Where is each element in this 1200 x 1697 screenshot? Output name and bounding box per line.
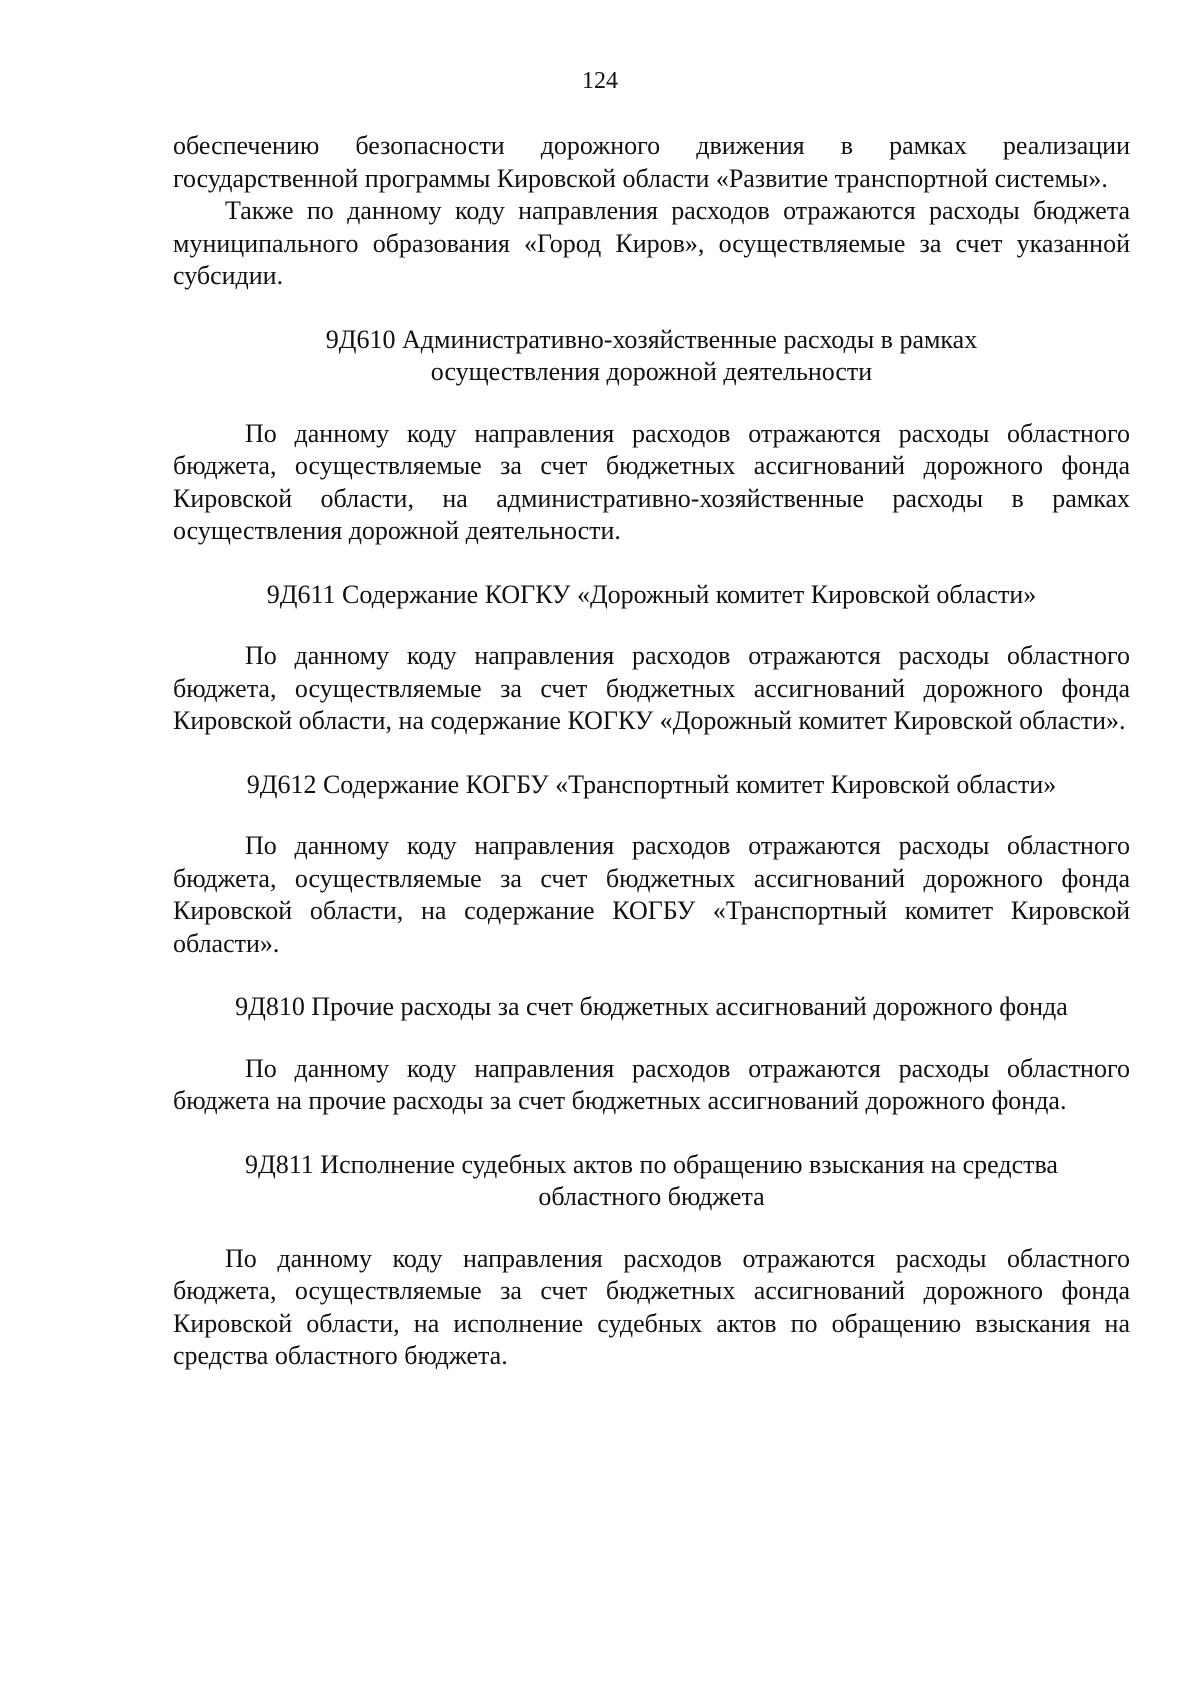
section-9d810-text: По данному коду направления расходов отражаются расходы областного бюджета на прочие расходы за счет бюджетных ассигнований дорожного фонда.	[173, 1053, 1130, 1115]
intro-also-paragraph: Также по данному коду направления расходов отражаются расходы бюджета муниципального образования «Город Киров», осуществляемые за счет указанной субсидии.	[173, 196, 1130, 290]
section-9d612-text: По данному коду направления расходов отражаются расходы областного бюджета, осуществляемые за счет бюджетных ассигнований дорожного фонда Кировской области, на содержание КОГБУ «Транспортный комитет Кировской области».	[173, 831, 1130, 958]
section-9d610-heading-line1: 9Д610 Административно-хозяйственные расходы в рамках	[325, 324, 978, 354]
section-9d810-heading: 9Д810 Прочие расходы за счет бюджетных ассигнований дорожного фонда	[235, 992, 1068, 1021]
section-9d610-heading-line2: осуществления дорожной деятельности	[430, 357, 873, 386]
section-9d610-heading	[173, 324, 1130, 389]
section-9d811-heading	[173, 1149, 1130, 1214]
section-9d811-heading-line2: областного бюджета	[538, 1182, 765, 1211]
document-body	[173, 130, 1130, 1373]
section-9d612-heading: 9Д612 Содержание КОГБУ «Транспортный комитет Кировской области»	[246, 769, 1057, 799]
section-9d611-text: По данному коду направления расходов отражаются расходы областного бюджета, осуществляемые за счет бюджетных ассигнований дорожного фонда Кировской области, на содержание КОГКУ «Дорожный комитет Кировской области».	[173, 641, 1130, 735]
intro-continuation: обеспечению безопасности дорожного движения в рамках реализации государственной программы Кировской области «Развитие транспортной системы».	[173, 131, 1130, 193]
section-9d610-text: По данному коду направления расходов отражаются расходы областного бюджета, осуществляемые за счет бюджетных ассигнований дорожного фонда Кировской области, на административно-хозяйственные расходы в рамках осуществления дорожной деятельности.	[173, 418, 1130, 545]
section-9d811-heading-line1: 9Д811 Исполнение судебных актов по обращению взыскания на средства	[245, 1149, 1058, 1179]
section-9d811-text: По данному коду направления расходов отражаются расходы областного бюджета, осуществляемые за счет бюджетных ассигнований дорожного фонда Кировской области, на исполнение судебных актов по обращению взыскания на средства областного бюджета.	[173, 1243, 1130, 1370]
page-number: 124	[582, 68, 618, 94]
section-9d611-heading: 9Д611 Содержание КОГКУ «Дорожный комитет Кировской области»	[266, 579, 1037, 609]
